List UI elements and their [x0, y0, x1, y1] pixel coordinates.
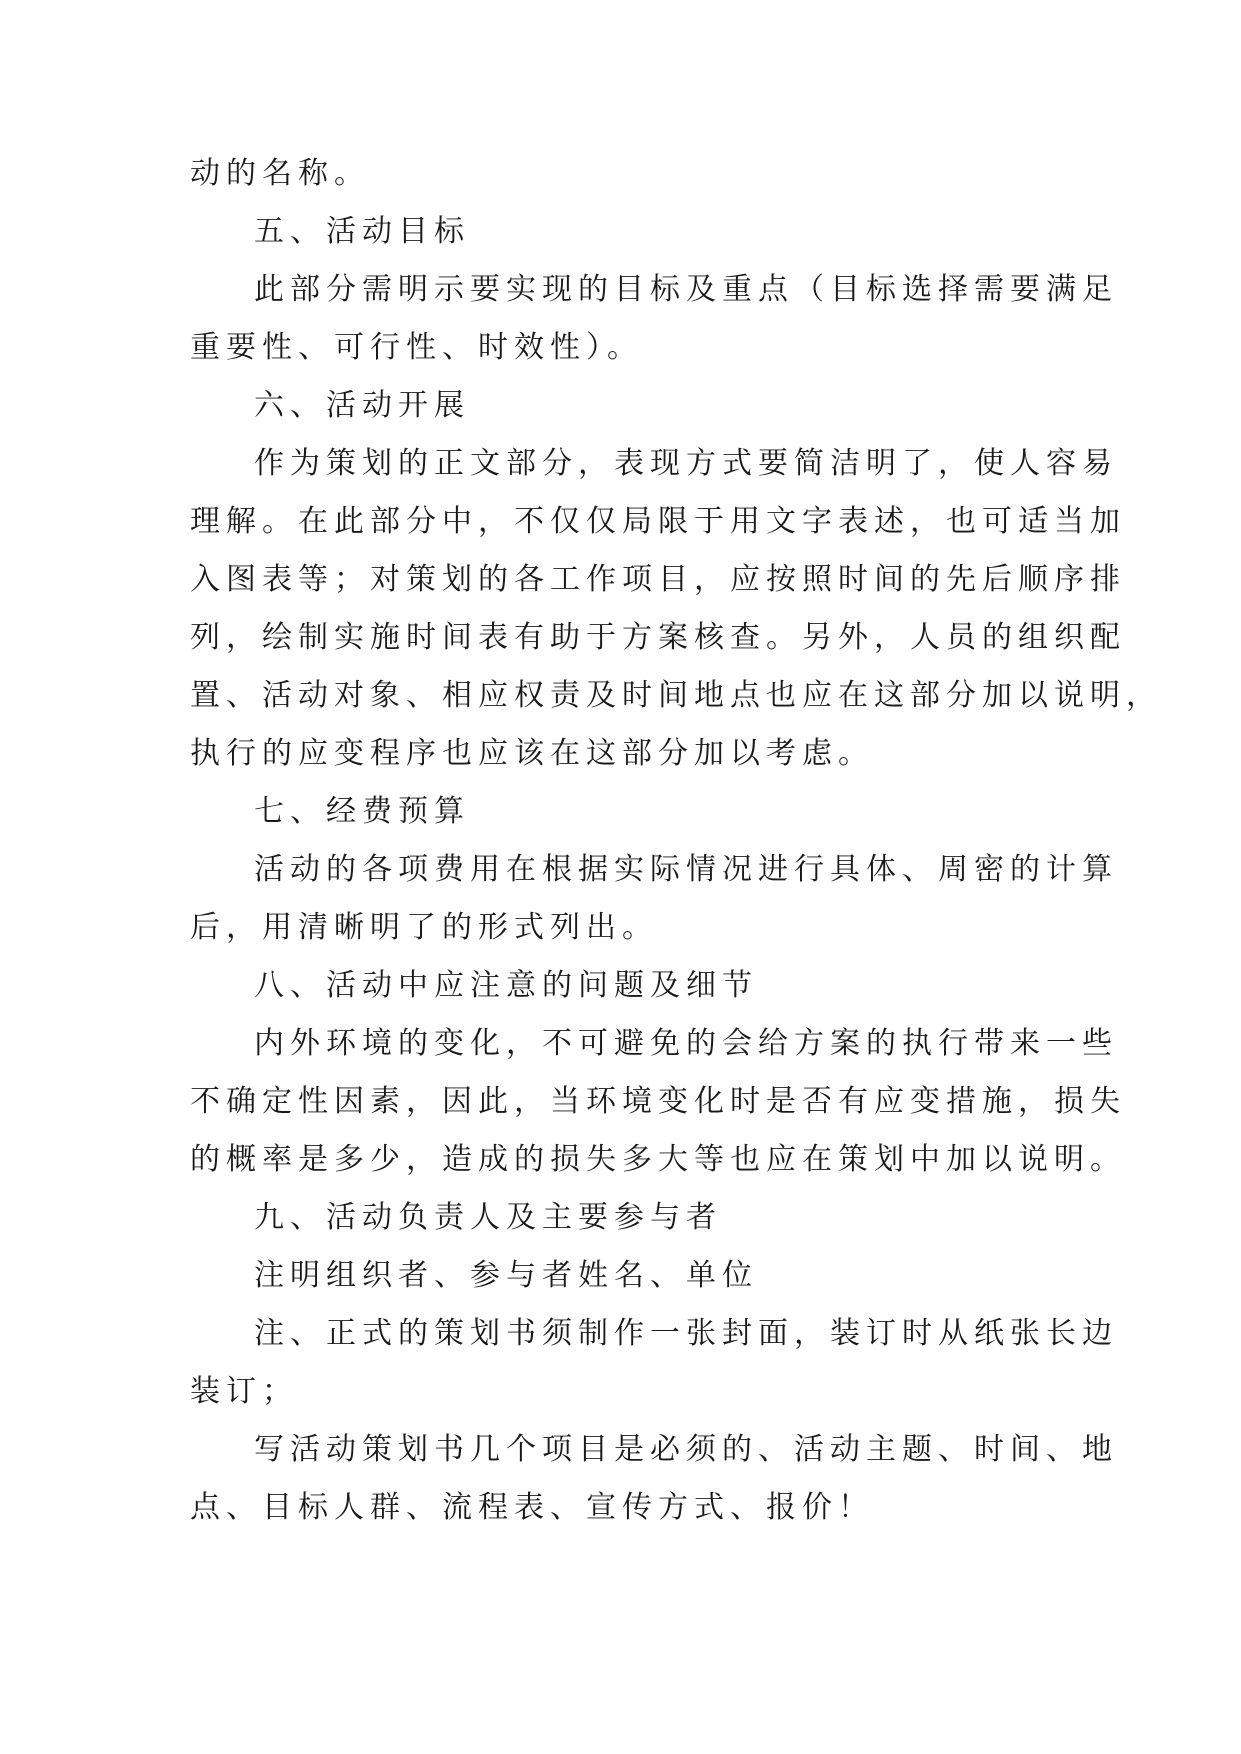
- section-heading-7: 七、经费预算: [254, 794, 470, 829]
- paragraph-line: 后，用清晰明了的形式列出。: [190, 910, 658, 945]
- paragraph-line: 作为策划的正文部分，表现方式要简洁明了，使人容易: [254, 446, 1118, 481]
- paragraph-line: 装订；: [190, 1374, 298, 1409]
- paragraph-line: 注明组织者、参与者姓名、单位: [254, 1258, 758, 1293]
- paragraph-line: 入图表等；对策划的各工作项目，应按照时间的先后顺序排: [190, 562, 1126, 597]
- section-heading-9: 九、活动负责人及主要参与者: [254, 1200, 722, 1235]
- paragraph-line: 重要性、可行性、时效性）。: [190, 330, 643, 365]
- paragraph-line: 的概率是多少，造成的损失多大等也应在策划中加以说明。: [190, 1142, 1126, 1177]
- paragraph-line: 动的名称。: [190, 156, 370, 191]
- section-heading-8: 八、活动中应注意的问题及细节: [254, 968, 758, 1003]
- paragraph-line: 活动的各项费用在根据实际情况进行具体、周密的计算: [254, 852, 1118, 887]
- paragraph-line: 不确定性因素，因此，当环境变化时是否有应变措施，损失: [190, 1084, 1126, 1119]
- section-heading-5: 五、活动目标: [254, 214, 470, 249]
- paragraph-line: 注、正式的策划书须制作一张封面，装订时从纸张长边: [254, 1316, 1118, 1351]
- paragraph-line: 此部分需明示要实现的目标及重点（目标选择需要满足: [254, 272, 1118, 307]
- paragraph-line: 内外环境的变化，不可避免的会给方案的执行带来一些: [254, 1026, 1118, 1061]
- paragraph-line: 置、活动对象、相应权责及时间地点也应在这部分加以说明，: [190, 678, 1162, 713]
- paragraph-line: 理解。在此部分中，不仅仅局限于用文字表述，也可适当加: [190, 504, 1126, 539]
- paragraph-line: 执行的应变程序也应该在这部分加以考虑。: [190, 736, 874, 771]
- paragraph-line: 列，绘制实施时间表有助于方案核查。另外，人员的组织配: [190, 620, 1126, 655]
- paragraph-line: 写活动策划书几个项目是必须的、活动主题、时间、地: [254, 1432, 1118, 1467]
- paragraph-line: 点、目标人群、流程表、宣传方式、报价！: [190, 1490, 874, 1525]
- section-heading-6: 六、活动开展: [254, 388, 470, 423]
